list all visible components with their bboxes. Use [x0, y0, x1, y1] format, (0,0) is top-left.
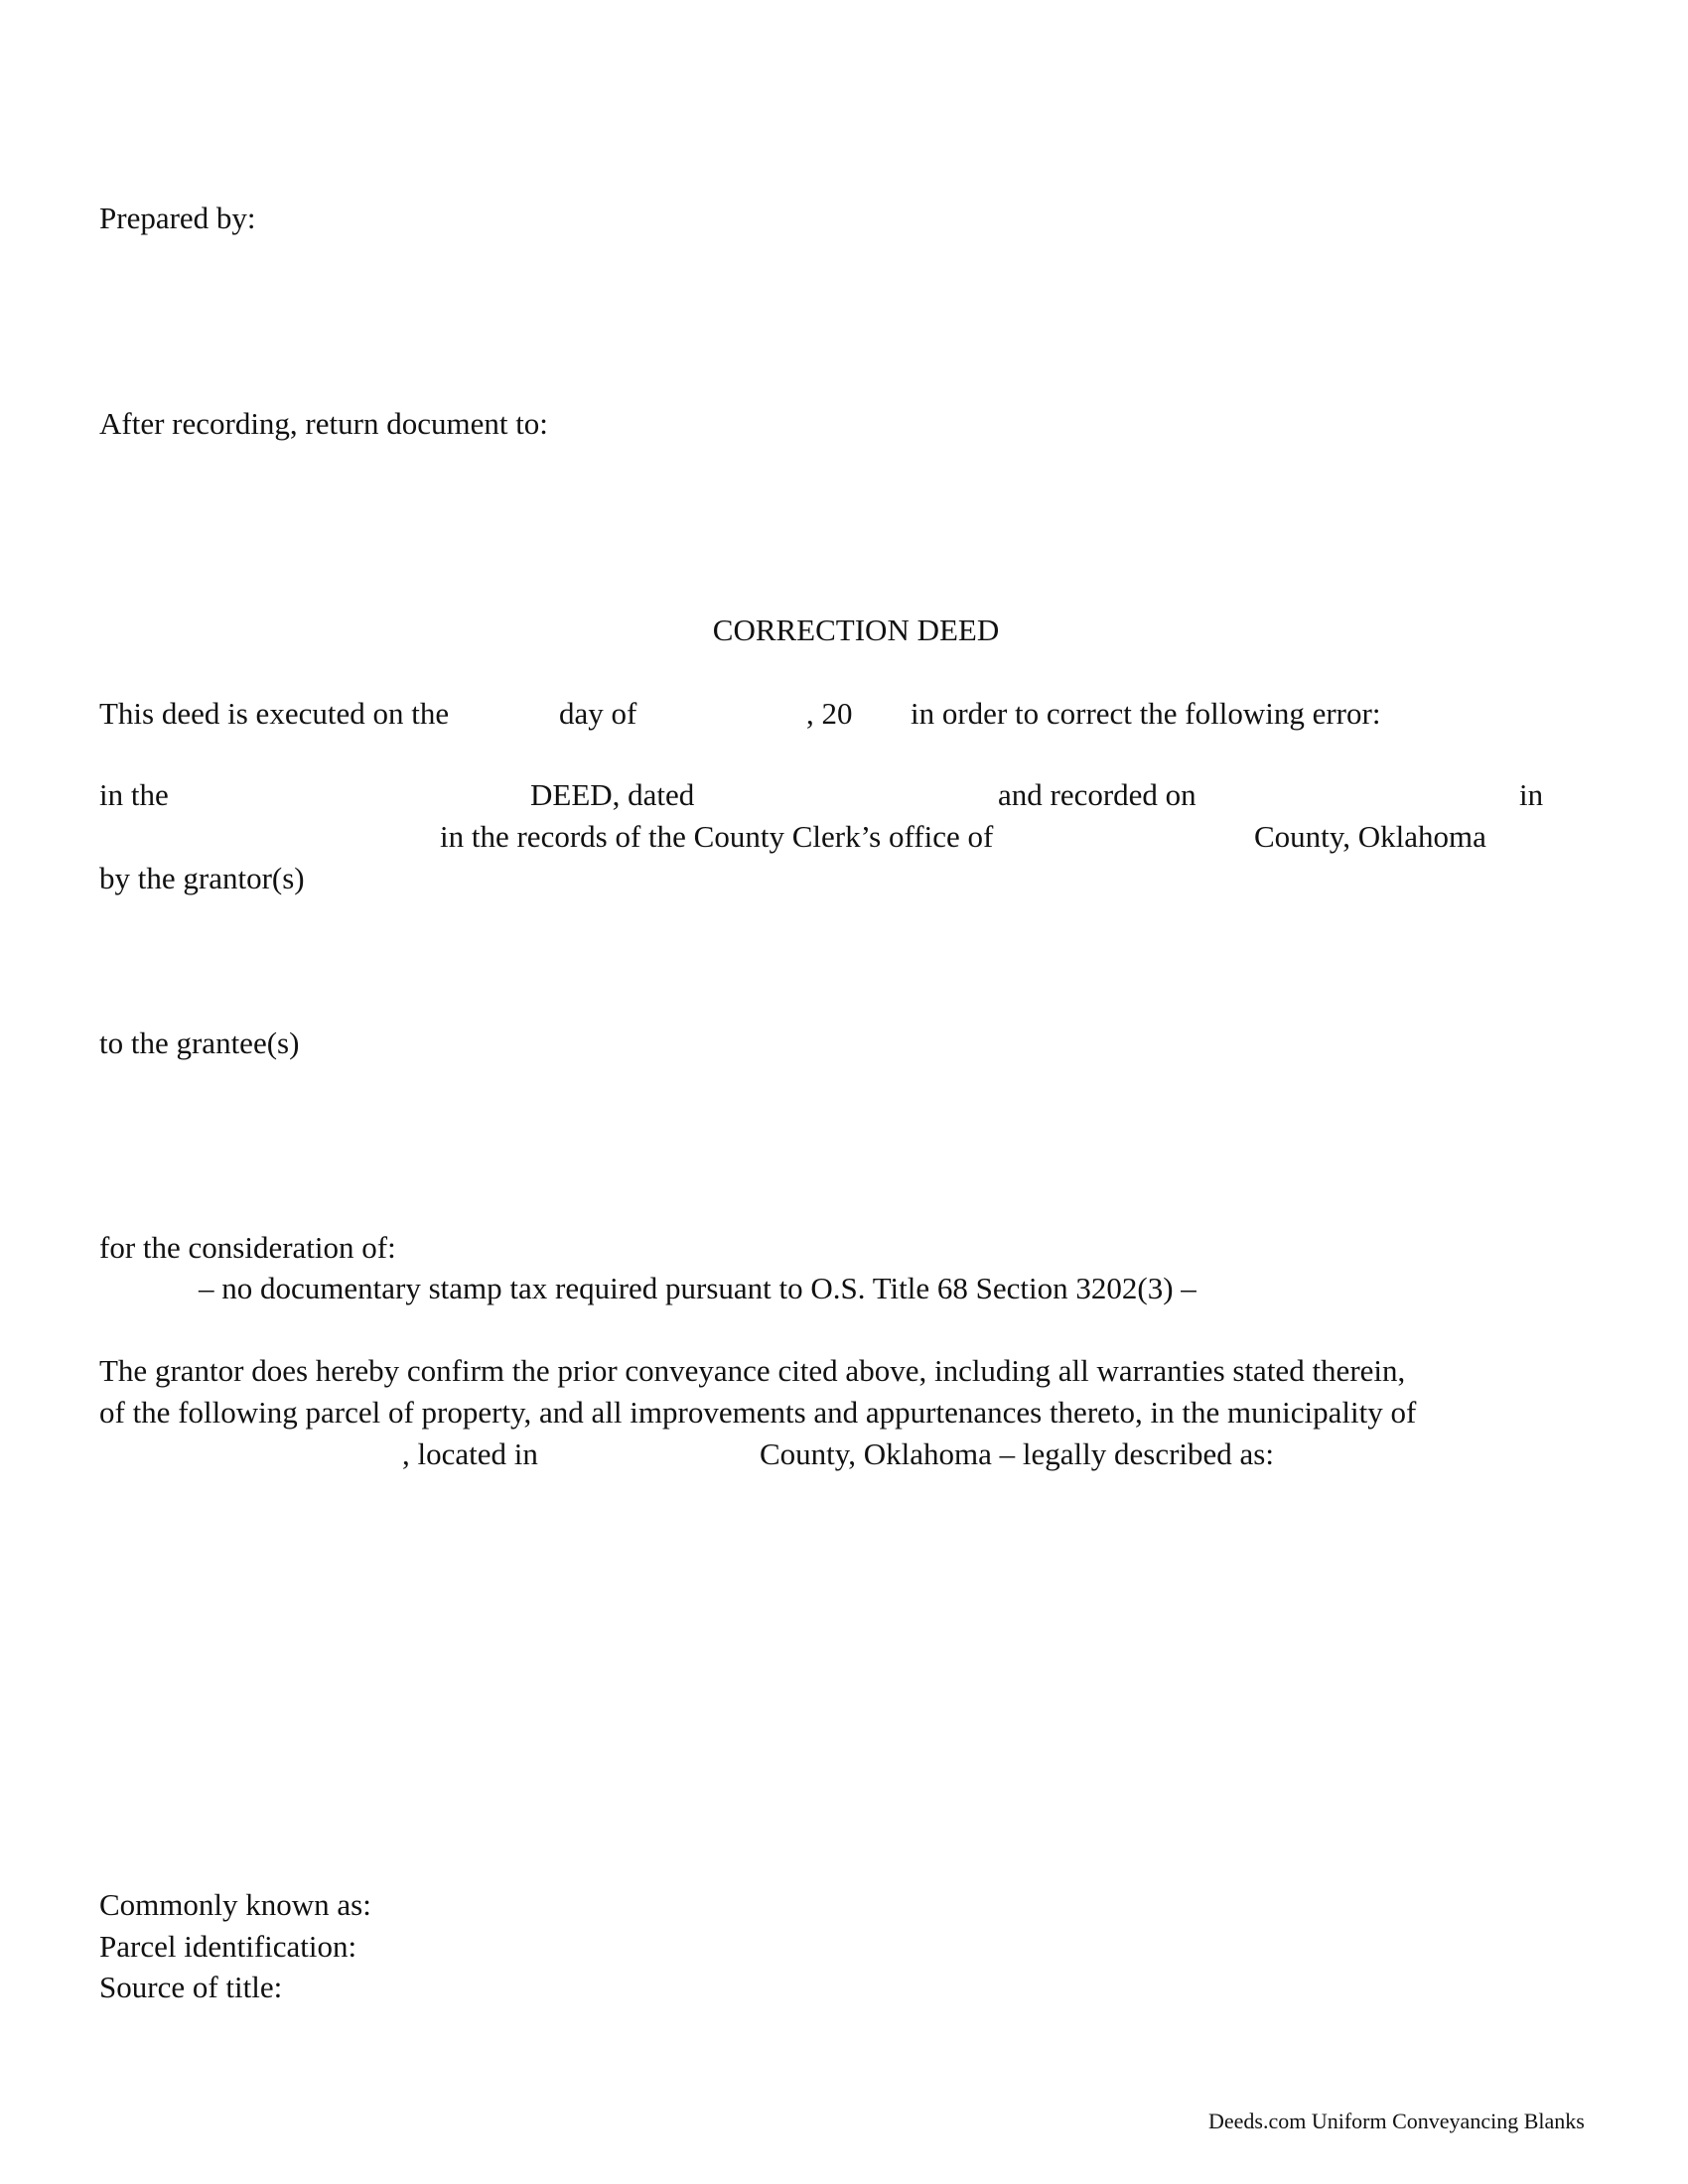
conveyance-county-legal: County, Oklahoma – legally described as:: [760, 1436, 1274, 1471]
footer-brand: Deeds.com Uniform Conveyancing Blanks: [1208, 2109, 1585, 2133]
consideration-label: for the consideration of:: [99, 1230, 396, 1265]
execution-purpose: in order to correct the following error:: [911, 696, 1381, 731]
execution-day-of: day of: [559, 696, 637, 731]
by-grantor-label: by the grantor(s): [99, 861, 305, 895]
prior-deed-in: in: [1519, 777, 1544, 812]
prior-deed-recorded-on: and recorded on: [998, 777, 1196, 812]
prior-deed-county-state: County, Oklahoma: [1254, 819, 1486, 854]
tax-exemption-note: – no documentary stamp tax required pursuant to O.S. Title 68 Section 3202(3) –: [199, 1271, 1196, 1305]
prior-deed-dated: DEED, dated: [530, 777, 695, 812]
execution-intro: This deed is executed on the: [99, 696, 450, 731]
conveyance-located-in: , located in: [402, 1436, 538, 1471]
source-of-title-label: Source of title:: [99, 1970, 283, 2004]
document-title: CORRECTION DEED: [712, 613, 1000, 647]
conveyance-line-1: The grantor does hereby confirm the prior conveyance cited above, including all warranties stated therein,: [99, 1353, 1406, 1388]
prior-deed-in-the: in the: [99, 777, 169, 812]
prepared-by-label: Prepared by:: [99, 201, 256, 235]
commonly-known-label: Commonly known as:: [99, 1887, 371, 1922]
execution-year-prefix: , 20: [806, 696, 853, 731]
return-to-label: After recording, return document to:: [99, 406, 548, 441]
grantee-label: to the grantee(s): [99, 1025, 300, 1060]
parcel-id-label: Parcel identification:: [99, 1929, 357, 1964]
conveyance-line-2: of the following parcel of property, and all improvements and appurtenances thereto, in the municipality of: [99, 1395, 1417, 1430]
prior-deed-records-of: in the records of the County Clerk’s office of: [440, 819, 994, 854]
